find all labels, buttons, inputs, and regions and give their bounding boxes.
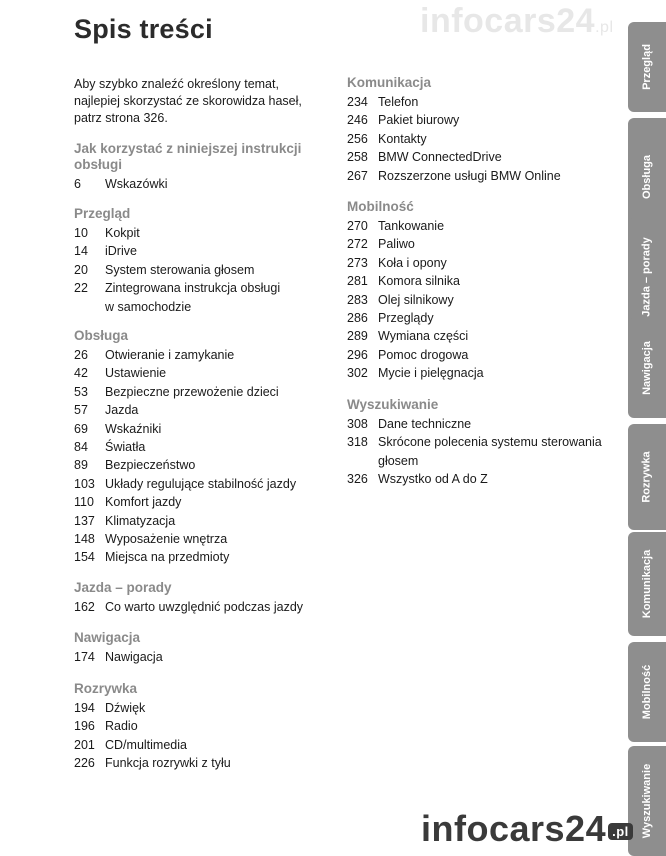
entry-title: Światła <box>105 440 146 455</box>
entry-title: Skrócone polecenia systemu sterowania głosem <box>378 435 602 468</box>
entry-page-number: 226 <box>74 756 95 771</box>
entry-page-number: 286 <box>347 311 368 326</box>
entry-title: Dźwięk <box>105 701 146 715</box>
intro-text: Aby szybko znaleźć określony temat, najlepiej skorzystać ze skorowidza haseł, patrz strona 326. <box>74 77 302 125</box>
entry-page-number: 194 <box>74 701 95 715</box>
side-tab[interactable] <box>628 22 666 112</box>
watermark-bottom <box>421 808 633 850</box>
side-tab-label: Wyszukiwanie <box>641 763 654 839</box>
toc-entry[interactable] <box>74 648 344 666</box>
toc-entry[interactable] <box>74 175 344 193</box>
toc-entry[interactable] <box>347 364 617 382</box>
watermark-top-tld: .pl <box>595 19 614 36</box>
entry-page-number: 196 <box>74 719 95 734</box>
section-title: Obsługa <box>74 328 129 343</box>
watermark-top-name: infocars24 <box>420 2 596 40</box>
toc-left-section <box>74 206 344 316</box>
side-tab-label: Mobilność <box>641 664 654 720</box>
entry-page-number: 53 <box>74 384 88 399</box>
section-title: Komunikacja <box>347 75 432 90</box>
entry-page-number: 26 <box>74 348 88 362</box>
entry-title: Telefon <box>378 95 419 109</box>
entry-page-number: 302 <box>347 366 368 381</box>
toc-entry[interactable] <box>347 217 617 235</box>
entry-title: Paliwo <box>378 237 415 252</box>
entry-page-number: 258 <box>347 150 368 165</box>
toc-entry[interactable] <box>347 415 617 433</box>
toc-entry[interactable] <box>347 309 617 327</box>
toc-entry[interactable] <box>347 111 617 129</box>
toc-entry[interactable] <box>74 401 344 419</box>
entry-page-number: 289 <box>347 329 368 344</box>
side-tabs <box>628 0 666 856</box>
side-tab[interactable] <box>628 532 666 636</box>
entry-title: Bezpieczeństwo <box>105 458 196 473</box>
toc-entry[interactable] <box>74 224 344 242</box>
side-tab-label: Komunikacja <box>641 549 653 619</box>
toc-entry[interactable] <box>74 364 344 382</box>
side-tab-label: Nawigacja <box>641 341 653 395</box>
entry-title: Olej silnikowy <box>378 292 454 307</box>
side-tab-label: Rozrywka <box>641 451 654 503</box>
toc-left-section <box>74 630 344 666</box>
side-tab-label: Jazda – porady <box>641 237 654 317</box>
toc-right-section <box>347 397 617 489</box>
toc-entry[interactable] <box>347 254 617 272</box>
toc-entry[interactable] <box>74 754 344 772</box>
entry-page-number: 162 <box>74 600 95 614</box>
entry-page-number: 201 <box>74 737 95 752</box>
side-tab-label: Przegląd <box>641 44 654 90</box>
entry-title: Ustawienie <box>105 366 167 381</box>
toc-right-section <box>347 75 617 185</box>
entry-page-number: 148 <box>74 532 95 547</box>
section-title: Nawigacja <box>74 630 141 645</box>
toc-entry[interactable] <box>74 475 344 493</box>
section-title: Wyszukiwanie <box>347 397 439 412</box>
toc-entry[interactable] <box>347 130 617 148</box>
entry-page-number: 283 <box>347 292 368 307</box>
toc-right-section <box>347 199 617 383</box>
toc-entry[interactable] <box>347 291 617 309</box>
entry-title: System sterowania głosem <box>105 262 255 277</box>
section-title: Jak korzystać z niniejszej instrukcji obsługi <box>74 141 302 172</box>
entry-title: Funkcja rozrywki z tyłu <box>105 756 231 771</box>
watermark-bottom-name: infocars24 <box>421 808 607 849</box>
toc-entry[interactable] <box>74 383 344 401</box>
entry-page-number: 234 <box>347 95 368 109</box>
entry-title: Koła i opony <box>378 255 447 270</box>
entry-title: Pakiet biurowy <box>378 113 460 128</box>
entry-title: Komora silnika <box>378 274 460 289</box>
toc-entry[interactable] <box>347 167 617 185</box>
toc-entry[interactable] <box>74 548 344 566</box>
entry-page-number: 14 <box>74 244 88 259</box>
toc-entry[interactable] <box>347 470 617 488</box>
entry-page-number: 137 <box>74 513 95 528</box>
entry-page-number: 267 <box>347 168 368 183</box>
toc-entry[interactable] <box>74 346 344 364</box>
side-tab[interactable] <box>628 318 666 418</box>
toc-left-section <box>74 580 344 616</box>
watermark-bottom-tld: .pl <box>608 823 633 840</box>
toc-entry[interactable] <box>347 235 617 253</box>
toc-entry[interactable] <box>74 598 344 616</box>
entry-title: Rozszerzone usługi BMW Online <box>378 168 561 183</box>
toc-entry[interactable] <box>74 530 344 548</box>
entry-page-number: 42 <box>74 366 88 381</box>
page-title: Spis treści <box>74 14 213 44</box>
toc-entry[interactable] <box>74 512 344 530</box>
entry-page-number: 57 <box>74 403 88 418</box>
entry-page-number: 89 <box>74 458 88 473</box>
toc-entry[interactable] <box>74 279 344 316</box>
entry-page-number: 270 <box>347 219 368 233</box>
toc-entry[interactable] <box>74 242 344 260</box>
section-title: Mobilność <box>347 199 414 214</box>
section-title: Rozrywka <box>74 681 138 696</box>
toc-left-section <box>74 681 344 773</box>
side-tab[interactable] <box>628 746 666 856</box>
toc-entry[interactable] <box>74 699 344 717</box>
entry-page-number: 84 <box>74 440 88 455</box>
entry-page-number: 103 <box>74 476 95 491</box>
toc-entry[interactable] <box>347 433 617 470</box>
section-title: Jazda – porady <box>74 580 172 595</box>
entry-title: iDrive <box>105 244 137 259</box>
toc-entry[interactable] <box>347 346 617 364</box>
entry-page-number: 154 <box>74 550 95 565</box>
toc-entry[interactable] <box>74 736 344 754</box>
toc-entry[interactable] <box>74 717 344 735</box>
entry-page-number: 20 <box>74 262 88 277</box>
entry-title: Mycie i pielęgnacja <box>378 366 484 381</box>
toc-entry[interactable] <box>74 493 344 511</box>
entry-page-number: 273 <box>347 255 368 270</box>
toc-left-section <box>74 328 344 567</box>
entry-page-number: 296 <box>347 347 368 362</box>
entry-title: Radio <box>105 719 138 734</box>
entry-title: Dane techniczne <box>378 417 472 431</box>
section-title: Przegląd <box>74 206 131 221</box>
toc-left-section <box>74 141 344 193</box>
watermark-top <box>420 2 614 41</box>
entry-title: Komfort jazdy <box>105 495 182 510</box>
side-tab[interactable] <box>628 424 666 530</box>
entry-page-number: 308 <box>347 417 368 431</box>
entry-title: Wszystko od A do Z <box>378 472 488 487</box>
entry-title: Przeglądy <box>378 311 434 326</box>
entry-title: Klimatyzacja <box>105 513 176 528</box>
entry-title: Bezpieczne przewożenie dzieci <box>105 384 279 399</box>
entry-page-number: 256 <box>347 131 368 146</box>
entry-title: CD/multimedia <box>105 737 187 752</box>
entry-title: Tankowanie <box>378 219 445 233</box>
entry-page-number: 110 <box>74 495 94 510</box>
entry-title: Wymiana części <box>378 329 469 344</box>
entry-title: Wyposażenie wnętrza <box>105 532 228 547</box>
entry-title: Miejsca na przedmioty <box>105 550 230 565</box>
entry-page-number: 326 <box>347 472 368 487</box>
entry-title: Zintegrowana instrukcja obsługi w samochodzie <box>105 281 281 314</box>
entry-page-number: 246 <box>347 113 368 128</box>
entry-page-number: 318 <box>347 435 368 450</box>
toc-entry[interactable] <box>347 327 617 345</box>
entry-page-number: 6 <box>74 177 81 191</box>
entry-title: BMW ConnectedDrive <box>378 150 502 165</box>
entry-page-number: 272 <box>347 237 368 252</box>
entry-title: Nawigacja <box>105 650 163 664</box>
side-tab[interactable] <box>628 642 666 742</box>
toc-entry[interactable] <box>347 272 617 290</box>
side-tab-label: Obsługa <box>641 154 654 200</box>
entry-title: Wskazówki <box>105 177 168 191</box>
entry-title: Wskaźniki <box>105 421 162 436</box>
toc-entry[interactable] <box>347 148 617 166</box>
entry-page-number: 174 <box>74 650 95 664</box>
toc-entry[interactable] <box>74 438 344 456</box>
toc-entry[interactable] <box>347 93 617 111</box>
toc-entry[interactable] <box>74 456 344 474</box>
entry-title: Kokpit <box>105 226 140 240</box>
toc-entry[interactable] <box>74 420 344 438</box>
entry-page-number: 22 <box>74 281 88 296</box>
entry-title: Co warto uwzględnić podczas jazdy <box>105 600 304 614</box>
entry-title: Układy regulujące stabilność jazdy <box>105 476 297 491</box>
toc-entry[interactable] <box>74 261 344 279</box>
entry-page-number: 281 <box>347 274 368 289</box>
entry-title: Otwieranie i zamykanie <box>105 348 235 362</box>
entry-title: Kontakty <box>378 131 427 146</box>
entry-title: Jazda <box>105 403 139 418</box>
entry-title: Pomoc drogowa <box>378 347 469 362</box>
entry-page-number: 69 <box>74 421 88 436</box>
entry-page-number: 10 <box>74 226 88 240</box>
